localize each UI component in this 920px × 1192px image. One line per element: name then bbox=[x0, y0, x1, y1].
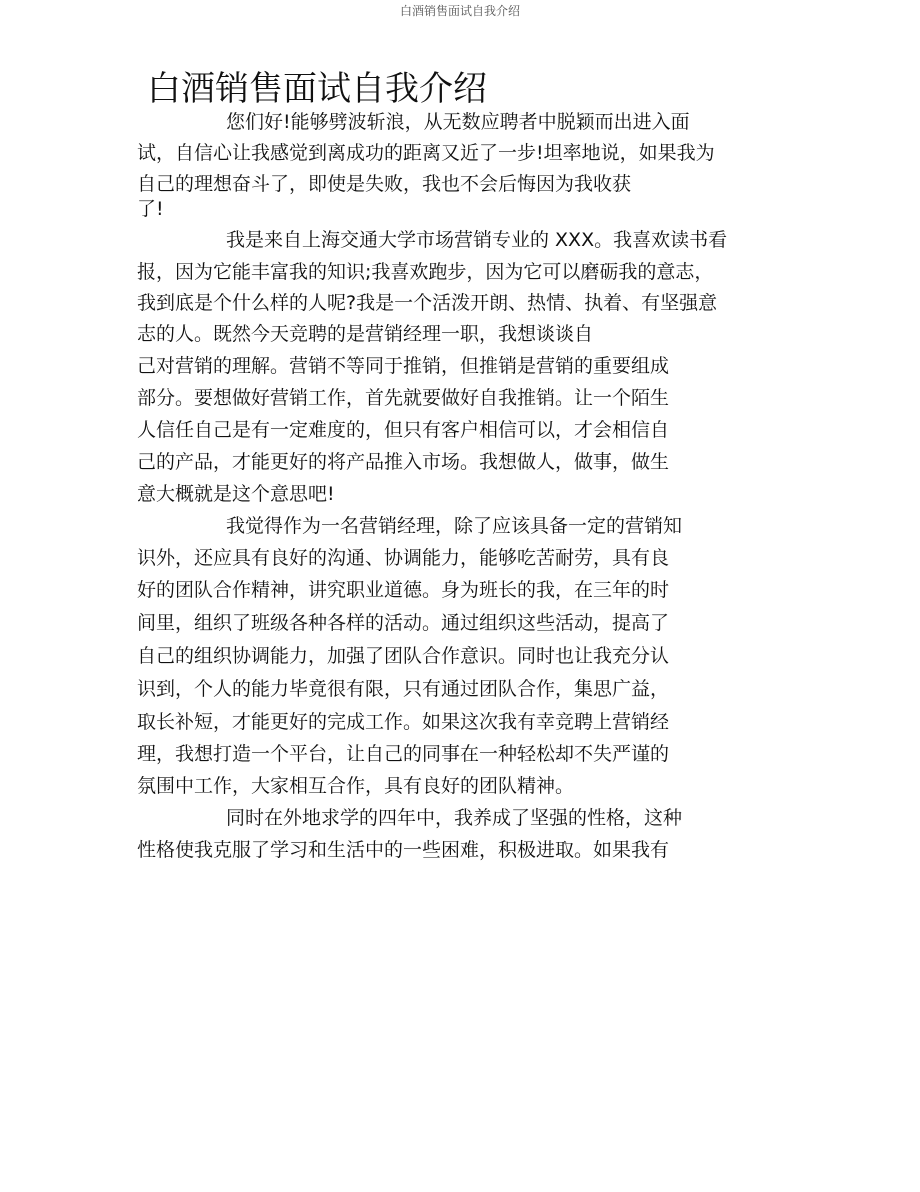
text-line: 我是来自上海交通大学市场营销专业的 XXX。我喜欢读书看 bbox=[226, 229, 728, 251]
text-line: 自己的组织协调能力，加强了团队合作意识。同时也让我充分认 bbox=[137, 645, 670, 667]
text-line: 己的产品，才能更好的将产品推入市场。我想做人，做事，做生 bbox=[137, 451, 670, 473]
text-line: 我觉得作为一名营销经理，除了应该具备一定的营销知 bbox=[226, 515, 683, 537]
text-line: 了! bbox=[137, 198, 164, 220]
text-line: 我到底是个什么样的人呢?我是一个活泼开朗、热情、执着、有坚强意 bbox=[137, 292, 718, 314]
text-line: 取长补短，才能更好的完成工作。如果这次我有幸竞聘上营销经 bbox=[137, 711, 670, 733]
text-line: 部分。要想做好营销工作，首先就要做好自我推销。让一个陌生 bbox=[137, 387, 670, 409]
text-line: 试，自信心让我感觉到离成功的距离又近了一步!坦率地说，如果我为 bbox=[137, 142, 715, 164]
text-line: 同时在外地求学的四年中，我养成了坚强的性格，这种 bbox=[226, 807, 683, 829]
text-line: 氛围中工作，大家相互合作，具有良好的团队精神。 bbox=[137, 775, 575, 797]
text-line: 识外，还应具有良好的沟通、协调能力，能够吃苦耐劳，具有良 bbox=[137, 547, 670, 569]
text-line: 志的人。既然今天竞聘的是营销经理一职，我想谈谈自 bbox=[137, 323, 594, 345]
text-line: 意大概就是这个意思吧! bbox=[137, 483, 335, 505]
text-line: 己对营销的理解。营销不等同于推销，但推销是营销的重要组成 bbox=[137, 355, 670, 377]
text-line: 人信任自己是有一定难度的，但只有客户相信可以，才会相信自 bbox=[137, 419, 670, 441]
running-header: 白酒销售面试自我介绍 bbox=[399, 4, 520, 18]
text-line: 理，我想打造一个平台，让自己的同事在一种轻松却不失严谨的 bbox=[137, 743, 670, 765]
text-line: 您们好!能够劈波斩浪，从无数应聘者中脱颖而出进入面 bbox=[226, 111, 690, 133]
page-title: 白酒销售面试自我介绍 bbox=[147, 69, 487, 109]
text-line: 识到，个人的能力毕竟很有限，只有通过团队合作，集思广益， bbox=[137, 678, 670, 700]
text-line: 好的团队合作精神，讲究职业道德。身为班长的我，在三年的时 bbox=[137, 579, 670, 601]
text-line: 间里，组织了班级各种各样的活动。通过组织这些活动，提高了 bbox=[137, 612, 670, 634]
text-line: 自己的理想奋斗了，即使是失败，我也不会后悔因为我收获 bbox=[137, 173, 632, 195]
text-line: 性格使我克服了学习和生活中的一些困难，积极进取。如果我有 bbox=[137, 839, 670, 861]
text-line: 报，因为它能丰富我的知识;我喜欢跑步，因为它可以磨砺我的意志， bbox=[137, 261, 714, 283]
